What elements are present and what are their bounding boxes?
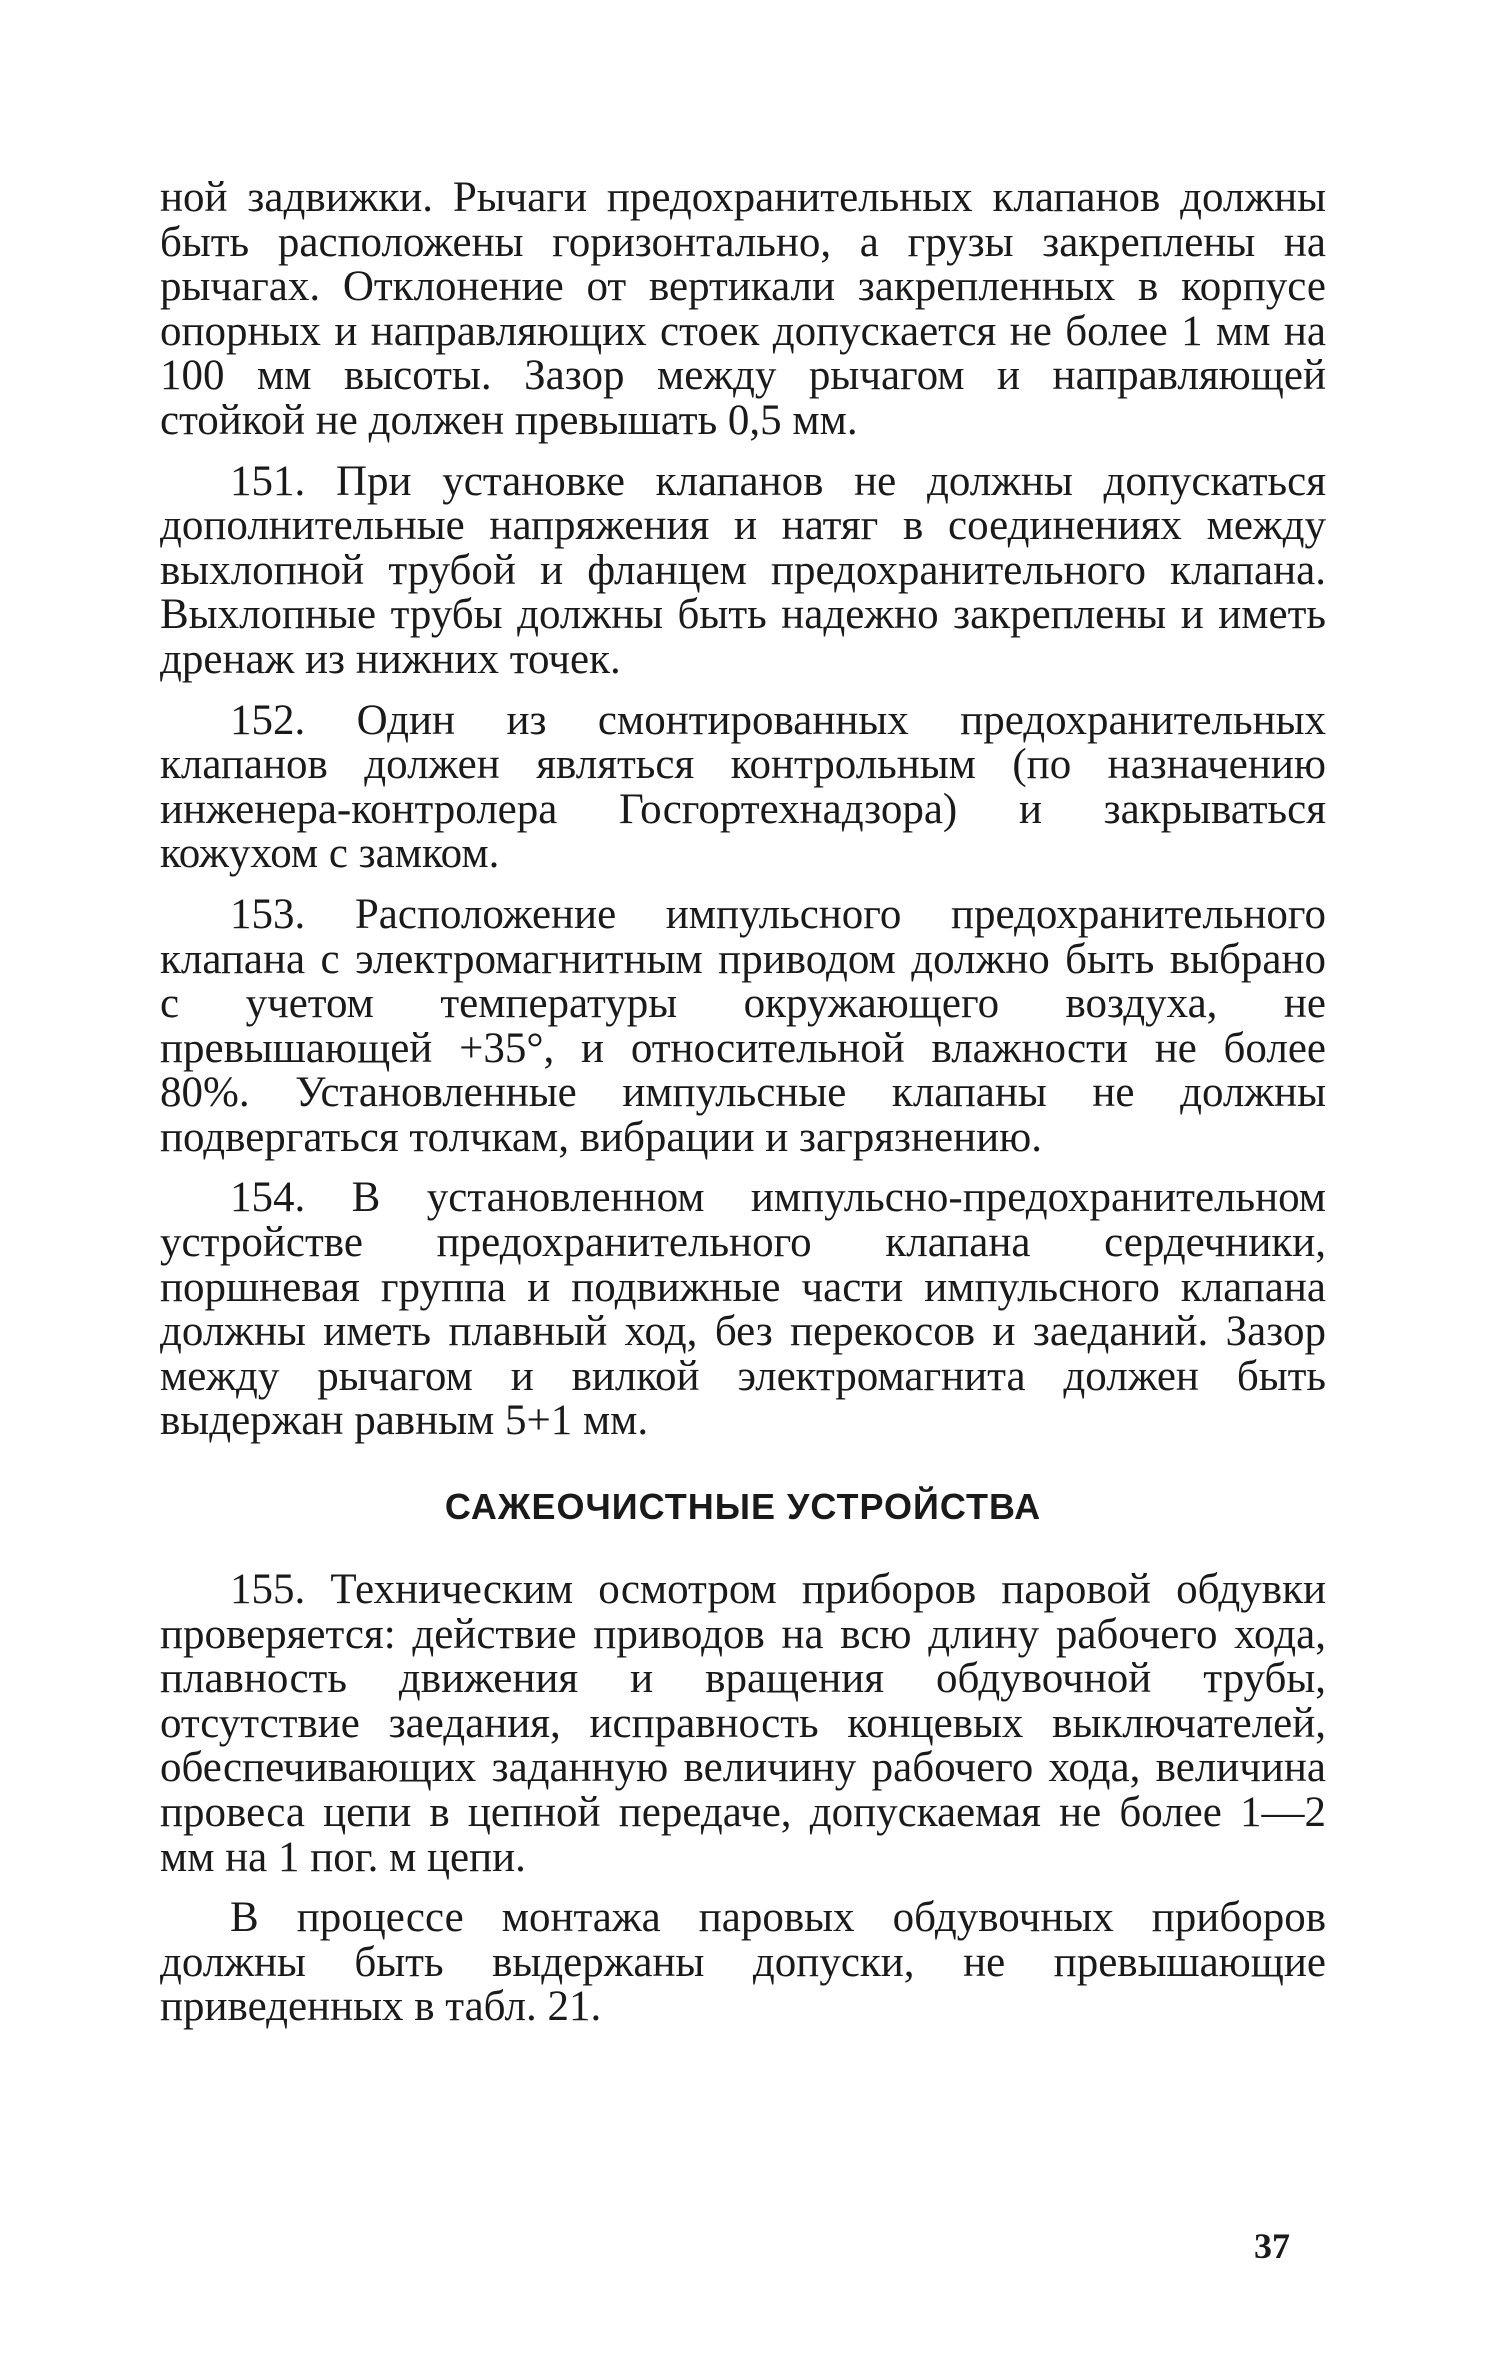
paragraph-153: 153. Расположение импульсного предохранительного клапана с электромагнитным приводом должно быть выбрано с учетом температуры окружающего воздуха, не превышающей +35°, и относительной влажности не более 80%. Установленные импульсные клапаны не должны подвергаться толчкам, вибрации и загрязнению. [160,890,1326,1161]
paragraph-156: В процессе монтажа паровых обдувочных приборов должны быть выдержаны допуски, не превышающие приведенных в табл. 21. [160,1894,1326,2031]
paragraph-continued: ной задвижки. Рычаги предохранительных клапанов должны быть расположены горизонтально, а грузы закреплены на рычагах. Отклонение от вертикали закрепленных в корпусе опорных и направляющих стоек допускается не более 1 мм на 100 мм высоты. Зазор между рычагом и направляющей стойкой не должен превышать 0,5 мм. [160,174,1326,444]
page-body [160,176,1326,2046]
paragraph-151: 151. При установке клапанов не должны допускаться дополнительные напряжения и натяг в соединениях между выхлопной трубой и фланцем предохранительного клапана. Выхлопные трубы должны быть надежно закреплены и иметь дренаж из нижних точек. [160,457,1326,683]
paragraph-152: 152. Один из смонтированных предохранительных клапанов должен являться контрольным (по назначению инженера-контролера Госгортехнадзора) и закрываться кожухом с замком. [160,696,1326,878]
paragraph-155: 155. Техническим осмотром приборов паровой обдувки проверяется: действие приводов на всю длину рабочего хода, плавность движения и вращения обдувочной трубы, отсутствие заедания, исправность концевых выключателей, обеспечивающих заданную величину рабочего хода, величина провеса цепи в цепной передаче, допускаемая не более 1—2 мм на 1 пог. м цепи. [160,1566,1326,1881]
page-number: 37 [1254,2226,1290,2266]
paragraph-154: 154. В установленном импульсно-предохранительном устройстве предохранительного клапана сердечники, поршневая группа и подвижные части импульсного клапана должны иметь плавный ход, без перекосов и заеданий. Зазор между рычагом и вилкой электромагнита должен быть выдержан равным 5+1 мм. [160,1174,1326,1445]
section-heading: САЖЕОЧИСТНЫЕ УСТРОЙСТВА [444,1486,1042,1528]
